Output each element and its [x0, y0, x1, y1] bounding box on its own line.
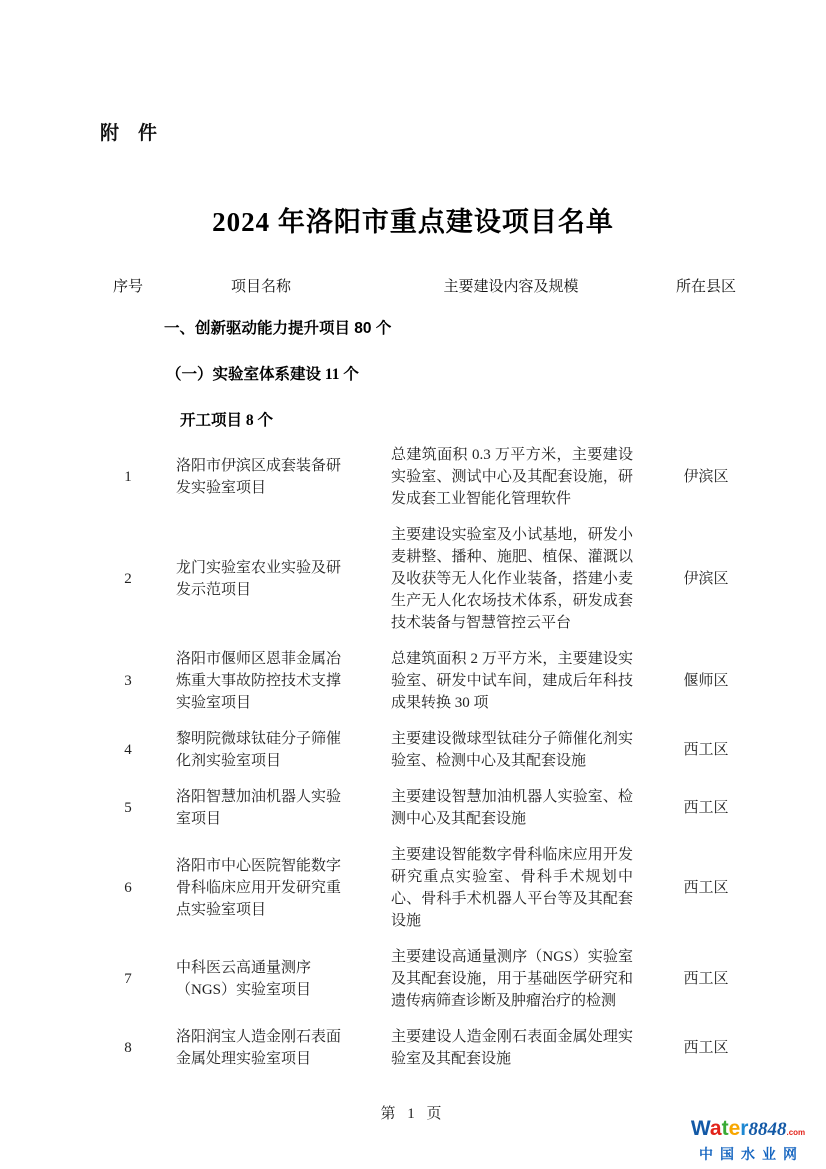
header-index: 序号 [112, 278, 143, 295]
table-row [100, 939, 756, 1019]
project-name-cell [156, 557, 366, 601]
water8848-logo [678, 1118, 818, 1163]
project-name-text: 中科医云高通量测序（NGS）实验室项目 [176, 960, 312, 998]
logo-number-text: 8848 [748, 1119, 787, 1140]
table-row [100, 837, 756, 939]
section-heading-level1: 一、创新驱动能力提升项目 80 个 [164, 320, 392, 337]
project-name-cell [156, 855, 366, 921]
row-index-cell: 1 [124, 469, 132, 485]
project-name-text: 洛阳智慧加油机器人实验室项目 [176, 789, 342, 827]
content-text: 主要建设实验室及小试基地，研发小麦耕整、播种、施肥、植保、灌溉以及收获等无人化作业装备，搭建小麦生产无人化农场技术体系，研发成套技术装备与智慧管控云平台 [391, 527, 633, 631]
page-number: 第 1 页 [380, 1106, 446, 1122]
project-name-text: 洛阳润宝人造金刚石表面金属处理实验室项目 [176, 1029, 342, 1067]
district-cell: 伊滨区 [683, 469, 729, 485]
project-name-text: 黎明院微球钛硅分子筛催化剂实验室项目 [176, 731, 342, 769]
project-name-text: 洛阳市中心医院智能数字骨科临床应用开发研究重点实验室项目 [176, 858, 342, 918]
row-index-cell: 6 [124, 880, 132, 896]
header-project-name: 项目名称 [230, 278, 291, 295]
project-name-cell [156, 728, 366, 772]
district-cell: 西工区 [683, 1040, 729, 1056]
table-row [100, 1019, 756, 1077]
content-text: 总建筑面积 2 万平方米，主要建设实验室、研发中试车间，建成后年科技成果转换 30 项 [391, 651, 633, 711]
content-cell [366, 946, 656, 1012]
content-cell [366, 444, 656, 510]
content-text: 主要建设微球型钛硅分子筛催化剂实验室、检测中心及其配套设施 [391, 731, 633, 769]
row-index-cell: 2 [124, 571, 132, 587]
table-row [100, 779, 756, 837]
content-cell [366, 1026, 656, 1070]
content-text: 主要建设人造金刚石表面金属处理实验室及其配套设施 [391, 1029, 633, 1067]
project-name-cell [156, 648, 366, 714]
district-cell: 西工区 [683, 880, 729, 896]
row-index-cell: 3 [124, 673, 132, 689]
logo-water-text [690, 1117, 749, 1140]
projects-table [100, 276, 756, 1077]
attachment-label: 附 件 [100, 123, 158, 144]
header-district: 所在县区 [675, 278, 736, 295]
content-text: 总建筑面积 0.3 万平方米，主要建设实验室、测试中心及其配套设施，研发成套工业智能化管理软件 [391, 447, 633, 507]
project-name-cell [156, 1026, 366, 1070]
district-cell: 西工区 [683, 800, 729, 816]
row-index-cell: 8 [124, 1040, 132, 1056]
project-name-text: 洛阳市伊滨区成套装备研发实验室项目 [176, 458, 342, 496]
logo-letter: t [721, 1117, 729, 1140]
content-text: 主要建设智能数字骨科临床应用开发研究重点实验室、骨科手术规划中心、骨科手术机器人平台等及其配套设施 [391, 847, 633, 929]
table-row [100, 437, 756, 517]
content-cell [366, 524, 656, 634]
logo-letter: a [709, 1117, 722, 1140]
content-cell [366, 728, 656, 772]
content-cell [366, 844, 656, 932]
content-cell [366, 648, 656, 714]
project-name-text: 洛阳市偃师区恩菲金属冶炼重大事故防控技术支撑实验室项目 [176, 651, 342, 711]
project-name-cell [156, 786, 366, 830]
table-body [100, 437, 756, 1077]
district-cell: 伊滨区 [683, 571, 729, 587]
logo-wordmark [678, 1118, 818, 1144]
content-text: 主要建设智慧加油机器人实验室、检测中心及其配套设施 [391, 789, 633, 827]
content-cell [366, 786, 656, 830]
district-cell: 偃师区 [683, 673, 729, 689]
district-cell: 西工区 [683, 971, 729, 987]
table-row [100, 517, 756, 641]
content-text: 主要建设高通量测序（NGS）实验室及其配套设施，用于基础医学研究和遗传病筛查诊断及肿瘤治疗的检测 [391, 949, 633, 1009]
page-title: 2024 年洛阳市重点建设项目名单 [212, 207, 614, 237]
project-name-text: 龙门实验室农业实验及研发示范项目 [176, 560, 342, 598]
project-name-cell [156, 455, 366, 499]
header-content: 主要建设内容及规模 [443, 278, 579, 295]
section-heading-level3: 开工项目 8 个 [180, 412, 274, 429]
logo-tld-text: .com [786, 1128, 806, 1137]
section-heading-level2: （一）实验室体系建设 11 个 [166, 366, 359, 383]
row-index-cell: 5 [124, 800, 132, 816]
row-index-cell: 7 [124, 971, 132, 987]
row-index-cell: 4 [124, 742, 132, 758]
table-header-row [100, 276, 756, 298]
district-cell: 西工区 [683, 742, 729, 758]
logo-letter: r [740, 1117, 749, 1140]
table-row [100, 641, 756, 721]
table-row [100, 721, 756, 779]
project-name-cell [156, 957, 366, 1001]
logo-letter: W [690, 1117, 710, 1140]
logo-letter: e [728, 1117, 741, 1140]
logo-subtitle-text: 中国水业网 [699, 1146, 804, 1162]
